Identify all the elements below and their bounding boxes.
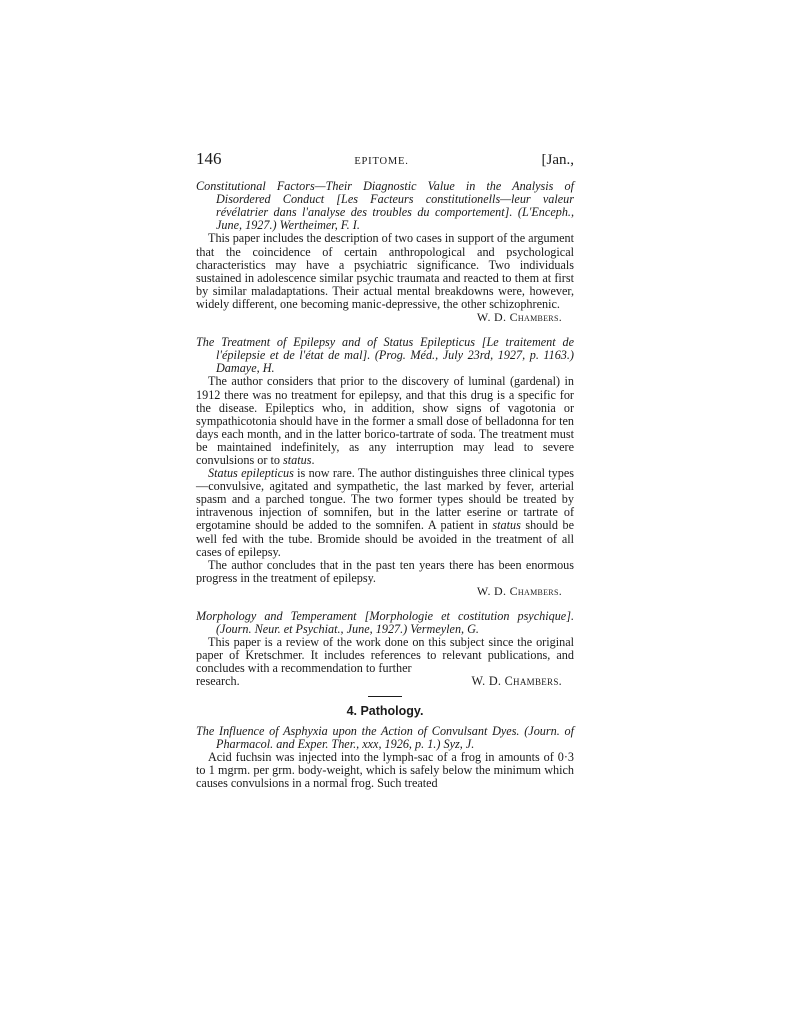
article-influence-of-asphyxia	[196, 725, 574, 790]
article-paragraph: Acid fuchsin was injected into the lymph-sac of a frog in amounts of 0·3 to 1 mgrm. per grm. body-weight, which is safely below the minimum which causes convulsions in a normal frog. Such treated	[196, 749, 574, 791]
article-citation	[196, 180, 574, 232]
citation-source: (Journ. Neur. et Psychiat., June, 1927.)	[216, 622, 408, 637]
citation-title: The Influence of Asphyxia upon the Action of Convulsant Dyes.	[196, 723, 520, 738]
article-constitutional-factors	[196, 180, 574, 324]
article-citation	[196, 725, 574, 751]
citation-title: Morphology and Temperament [Morphologie et costitution psychique].	[196, 609, 574, 623]
running-header	[196, 149, 574, 168]
article-citation	[196, 336, 574, 375]
section-divider	[368, 696, 402, 697]
author-signature: W. D. Chambers.	[476, 310, 562, 325]
article-morphology-and-temperament	[196, 610, 574, 689]
citation-author: Syz, J.	[443, 736, 475, 751]
citation-title: The Treatment of Epilepsy and of Status Epilepticus [Le traitement de l'épilepsie et de l'état de mal].	[196, 335, 574, 363]
article-paragraph: This paper is a review of the work done on this subject since the original paper of Kretschmer. It includes references to relevant publications, and concludes with a recommendation to further	[196, 635, 574, 676]
article-paragraph: This paper includes the description of two cases in support of the argument that the coincidence of certain anthropological and psychological characteristics may have a psychiatric significance. Two individuals sustained in adolescence similar psychic traumata and reacted to them at first by similar maladaptations. Their actual mental breakdowns were, however, widely different, one becoming manic-depressive, the other schizophrenic.	[196, 231, 574, 311]
citation-source: (Journ. of Pharmacol. and Exper. Ther., xxx, 1926, p. 1.)	[216, 723, 574, 751]
citation-source: (Prog. Méd., July 23rd, 1927, p. 1163.)	[374, 348, 574, 363]
citation-title: Constitutional Factors—Their Diagnostic Value in the Analysis of Disordered Conduct [Les Facteurs constitutionells—leur valeur révélatrier dans l'analyse des troubles du comportement].	[196, 179, 574, 220]
citation-author: Wertheimer, F. I.	[279, 218, 360, 233]
running-title: EPITOME.	[354, 156, 409, 167]
article-paragraph: The author concludes that in the past ten years there has been enormous progress in the treatment of epilepsy.	[196, 557, 574, 585]
section-heading: 4. Pathology.	[346, 703, 424, 718]
citation-author: Vermeylen, G.	[410, 622, 479, 637]
header-date: [Jan.,	[541, 152, 574, 168]
paragraph-end-word: research.	[196, 674, 240, 689]
page-number: 146	[196, 149, 222, 168]
citation-author: Damaye, H.	[216, 361, 275, 376]
article-treatment-of-epilepsy	[196, 336, 574, 598]
paragraph-last-line	[196, 675, 574, 688]
article-paragraph: Status epilepticus is now rare. The author distinguishes three clinical types—convulsive, agitated and sympathetic, the last marked by fever, arterial spasm and a parched tongue. The two former types should be treated by intravenous injection of somnifen, but in the latter eserine or tartrate of ergotamine should be added to the somnifen. A patient in status should be well fed with the tube. Bromide should be avoided in the treatment of all cases of epilepsy.	[196, 466, 574, 559]
author-signature: W. D. Chambers.	[471, 674, 562, 689]
author-signature: W. D. Chambers.	[476, 583, 562, 598]
citation-source: (L'Enceph., June, 1927.)	[216, 205, 575, 233]
journal-page	[196, 149, 575, 791]
article-paragraph: The author considers that prior to the discovery of luminal (gardenal) in 1912 there was no treatment for epilepsy, and that this drug is a specific for the disease. Epileptics who, in addition, show signs of vagotonia or sympathicotonia should have in the former a small dose of belladonna for ten days each month, and in the latter borico-tartrate of soda. The treatment must be maintained indefinitely, as any interruption may lead to severe convulsions or to status.	[196, 374, 574, 467]
article-citation	[196, 610, 574, 636]
